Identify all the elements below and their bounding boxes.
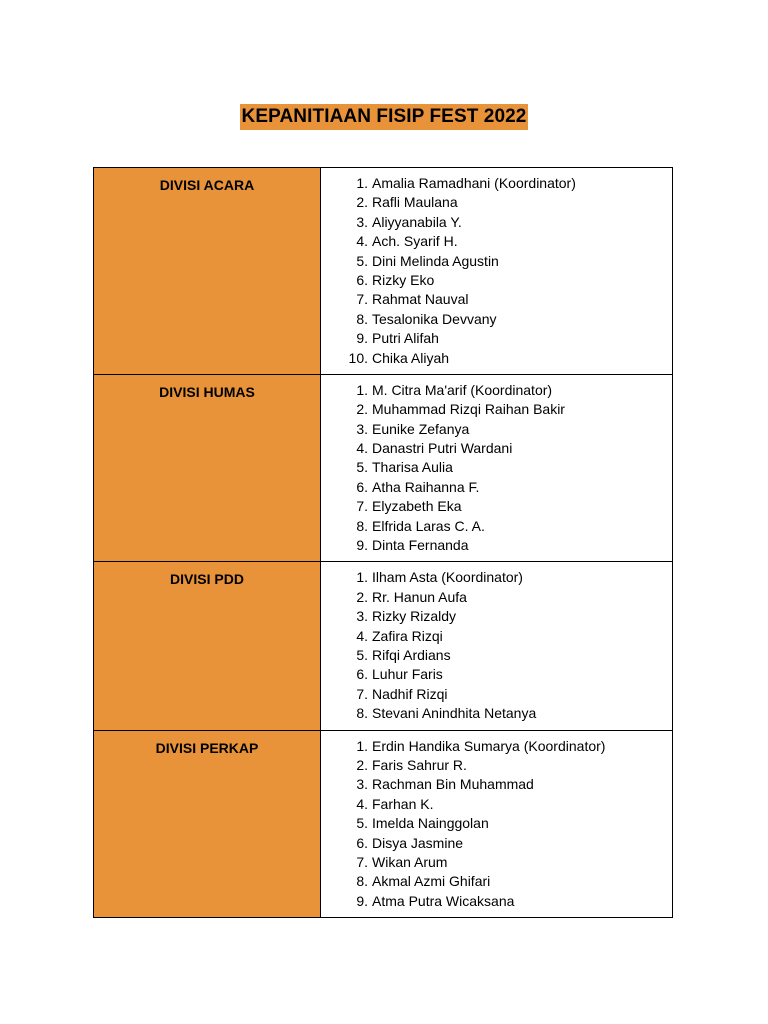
members-cell bbox=[321, 168, 673, 375]
division-name: DIVISI PDD bbox=[170, 571, 244, 588]
member-name: Erdin Handika Sumarya (Koordinator) bbox=[372, 737, 606, 754]
member-name: Rr. Hanun Aufa bbox=[372, 588, 467, 605]
member-name: Faris Sahrur R. bbox=[372, 756, 467, 773]
member-name: Chika Aliyah bbox=[372, 349, 450, 366]
member-name: Tesalonika Devvany bbox=[372, 310, 497, 327]
division-name-cell bbox=[94, 168, 321, 375]
member-name: Elfrida Laras C. A. bbox=[372, 517, 485, 534]
member-name: Imelda Nainggolan bbox=[372, 815, 489, 832]
division-name: DIVISI PERKAP bbox=[155, 739, 259, 756]
list-item: 9. Atma Putra Wicaksana bbox=[321, 892, 672, 911]
member-list bbox=[321, 375, 672, 562]
member-name: Atha Raihanna F. bbox=[372, 478, 480, 495]
list-item: 6. Atha Raihanna F. bbox=[321, 478, 672, 497]
member-name: Rifqi Ardians bbox=[372, 646, 451, 663]
member-name: Danastri Putri Wardani bbox=[372, 440, 513, 457]
list-item: 3. Rachman Bin Muhammad bbox=[321, 775, 672, 794]
list-item: 3. Rizky Rizaldy bbox=[321, 607, 672, 626]
list-item: 4. Zafira Rizqi bbox=[321, 627, 672, 646]
division-name-cell bbox=[94, 374, 321, 562]
list-item: 4. Farhan K. bbox=[321, 795, 672, 814]
member-name: M. Citra Ma'arif (Koordinator) bbox=[372, 381, 553, 398]
member-name: Wikan Arum bbox=[372, 853, 448, 870]
list-item: 6. Rizky Eko bbox=[321, 271, 672, 290]
member-name: Nadhif Rizqi bbox=[372, 685, 448, 702]
member-name: Amalia Ramadhani (Koordinator) bbox=[372, 175, 576, 191]
list-item: 5. Tharisa Aulia bbox=[321, 458, 672, 477]
list-item: 7. Nadhif Rizqi bbox=[321, 685, 672, 704]
member-name: Disya Jasmine bbox=[372, 834, 464, 851]
list-item: 3. Aliyyanabila Y. bbox=[321, 213, 672, 232]
title-container bbox=[0, 104, 768, 130]
list-item: 2. Rr. Hanun Aufa bbox=[321, 588, 672, 607]
list-item: 4. Danastri Putri Wardani bbox=[321, 439, 672, 458]
list-item: 9. Dinta Fernanda bbox=[321, 536, 672, 555]
committee-table bbox=[93, 167, 673, 918]
list-item: 2. Muhammad Rizqi Raihan Bakir bbox=[321, 400, 672, 419]
list-item: 8. Elfrida Laras C. A. bbox=[321, 517, 672, 536]
member-name: Elyzabeth Eka bbox=[372, 498, 462, 515]
member-list bbox=[321, 562, 672, 729]
division-name-cell bbox=[94, 562, 321, 730]
member-name: Akmal Azmi Ghifari bbox=[372, 873, 491, 890]
division-name: DIVISI ACARA bbox=[159, 177, 255, 193]
member-name: Ilham Asta (Koordinator) bbox=[372, 569, 523, 586]
list-item: 7. Elyzabeth Eka bbox=[321, 497, 672, 516]
list-item: 1. M. Citra Ma'arif (Koordinator) bbox=[321, 381, 672, 400]
member-name: Rizky Rizaldy bbox=[372, 608, 457, 625]
page-title: KEPANITIAAN FISIP FEST 2022 bbox=[240, 104, 529, 130]
division-name-cell bbox=[94, 730, 321, 918]
member-name: Atma Putra Wicaksana bbox=[372, 892, 515, 909]
member-name: Rahmat Nauval bbox=[372, 291, 469, 308]
member-name: Zafira Rizqi bbox=[372, 627, 443, 644]
member-name: Dini Melinda Agustin bbox=[372, 252, 499, 269]
member-name: Rachman Bin Muhammad bbox=[372, 776, 534, 793]
member-name: Farhan K. bbox=[372, 795, 434, 812]
division-row-humas bbox=[94, 374, 673, 562]
member-name: Ach. Syarif H. bbox=[372, 233, 458, 250]
members-cell bbox=[321, 730, 673, 918]
list-item: 3. Eunike Zefanya bbox=[321, 420, 672, 439]
list-item: 2. Rafli Maulana bbox=[321, 193, 672, 212]
division-name: DIVISI HUMAS bbox=[159, 383, 255, 400]
list-item: 8. Stevani Anindhita Netanya bbox=[321, 704, 672, 723]
list-item: 9. Putri Alifah bbox=[321, 329, 672, 348]
list-item: 7. Wikan Arum bbox=[321, 853, 672, 872]
list-item: 10. Chika Aliyah bbox=[321, 349, 672, 368]
list-item: 5. Imelda Nainggolan bbox=[321, 814, 672, 833]
division-row-perkap bbox=[94, 730, 673, 918]
members-cell bbox=[321, 562, 673, 730]
member-name: Rizky Eko bbox=[372, 271, 435, 288]
division-row-pdd bbox=[94, 562, 673, 730]
member-list bbox=[321, 168, 672, 374]
member-name: Eunike Zefanya bbox=[372, 420, 470, 437]
list-item: 1. Amalia Ramadhani (Koordinator) bbox=[321, 174, 672, 193]
member-name: Aliyyanabila Y. bbox=[372, 213, 462, 230]
list-item: 8. Akmal Azmi Ghifari bbox=[321, 872, 672, 891]
member-name: Stevani Anindhita Netanya bbox=[372, 705, 537, 722]
member-name: Luhur Faris bbox=[372, 666, 443, 683]
list-item: 1. Erdin Handika Sumarya (Koordinator) bbox=[321, 737, 672, 756]
member-name: Dinta Fernanda bbox=[372, 537, 469, 554]
list-item: 6. Luhur Faris bbox=[321, 665, 672, 684]
list-item: 8. Tesalonika Devvany bbox=[321, 310, 672, 329]
member-name: Tharisa Aulia bbox=[372, 459, 453, 476]
list-item: 5. Rifqi Ardians bbox=[321, 646, 672, 665]
member-name: Muhammad Rizqi Raihan Bakir bbox=[372, 401, 565, 418]
members-cell bbox=[321, 374, 673, 562]
list-item: 4. Ach. Syarif H. bbox=[321, 232, 672, 251]
list-item: 6. Disya Jasmine bbox=[321, 834, 672, 853]
list-item: 5. Dini Melinda Agustin bbox=[321, 252, 672, 271]
member-name: Putri Alifah bbox=[372, 330, 439, 347]
list-item: 2. Faris Sahrur R. bbox=[321, 756, 672, 775]
member-list bbox=[321, 731, 672, 918]
list-item: 1. Ilham Asta (Koordinator) bbox=[321, 568, 672, 587]
division-row-acara bbox=[94, 168, 673, 375]
list-item: 7. Rahmat Nauval bbox=[321, 290, 672, 309]
member-name: Rafli Maulana bbox=[372, 194, 458, 211]
